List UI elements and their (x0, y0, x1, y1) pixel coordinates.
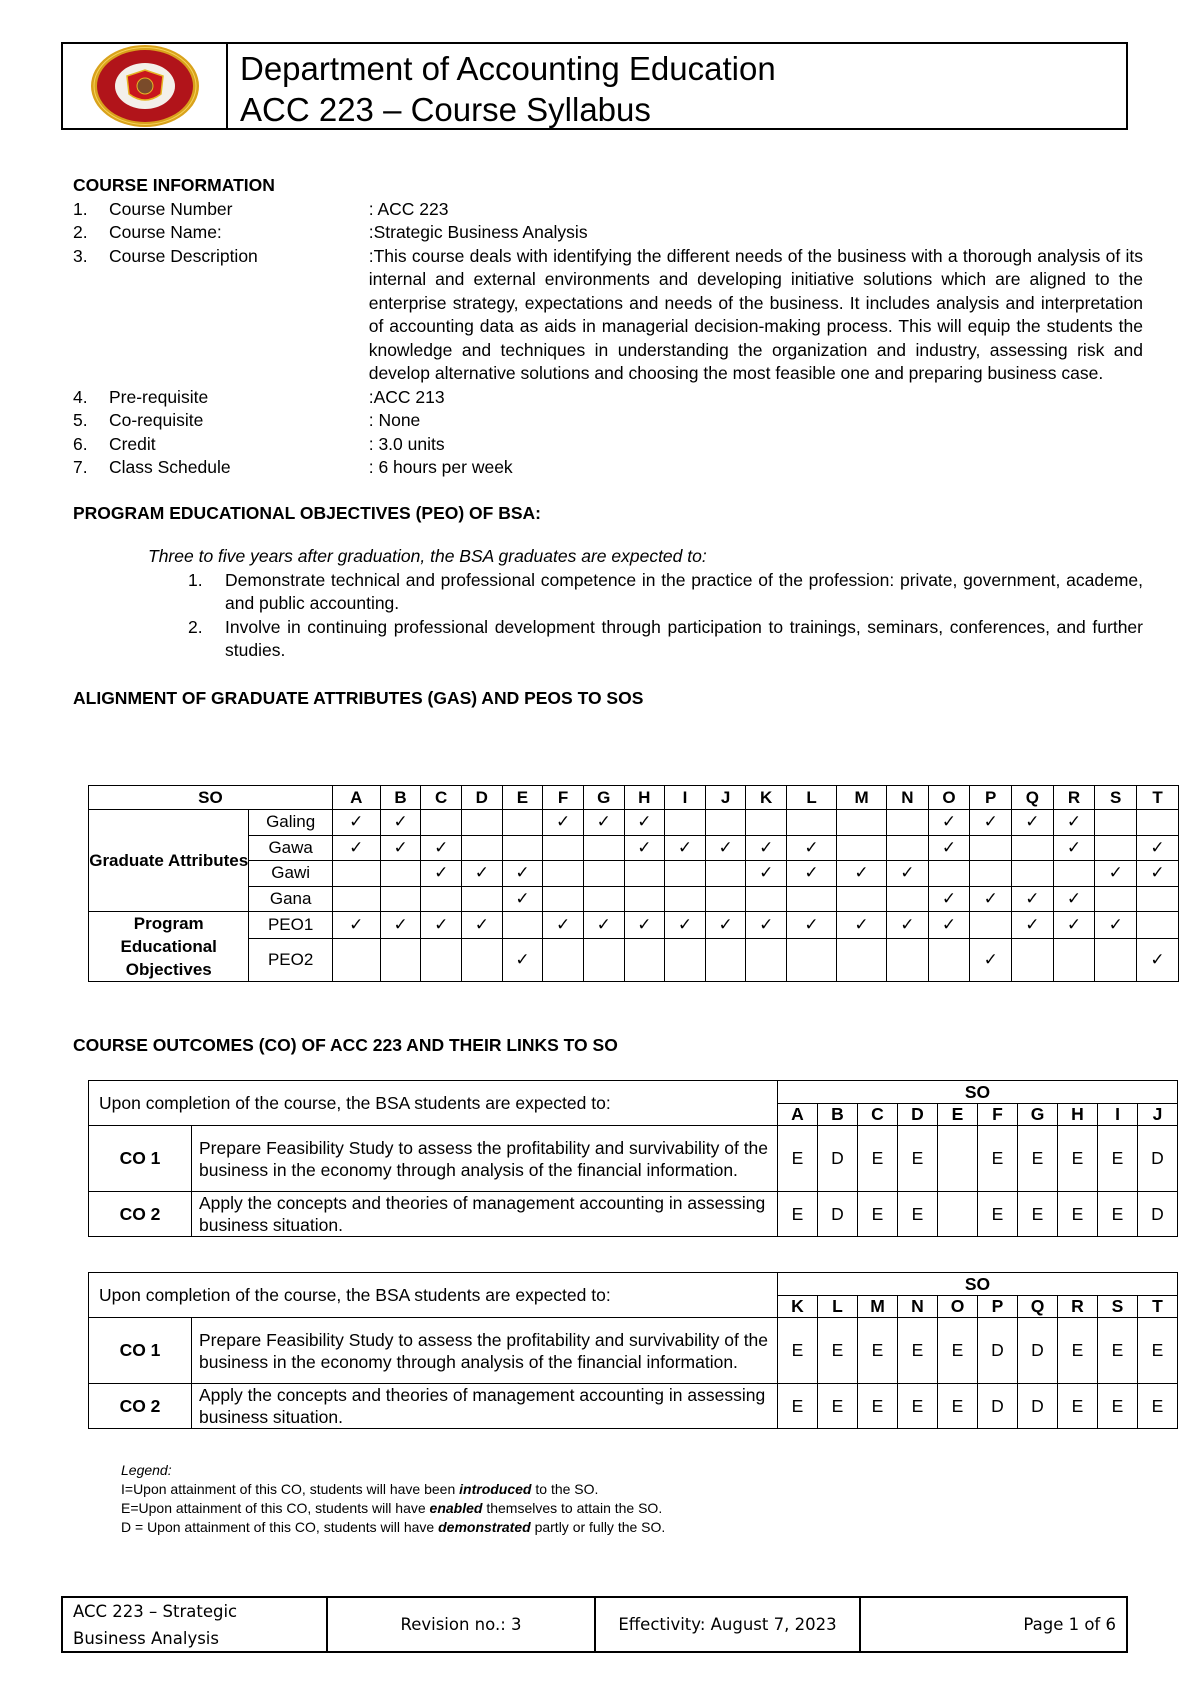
check-cell: ✓ (1053, 810, 1095, 836)
document-footer (61, 1596, 1128, 1653)
check-cell (502, 810, 543, 836)
check-cell: ✓ (502, 861, 543, 887)
check-cell: ✓ (624, 835, 665, 861)
check-cell (502, 912, 543, 939)
check-cell (583, 861, 624, 887)
item-number: 5. (73, 410, 88, 430)
alignment-table (88, 785, 1179, 982)
co-id: CO 1 (89, 1318, 192, 1384)
co-header-text: Upon completion of the course, the BSA students are expected to: (89, 1273, 778, 1318)
check-cell (543, 835, 584, 861)
check-cell: ✓ (624, 912, 665, 939)
check-cell (1012, 835, 1054, 861)
check-cell (837, 939, 887, 982)
check-cell: ✓ (887, 861, 929, 887)
check-cell (380, 886, 421, 912)
check-cell (665, 886, 706, 912)
co-id: CO 2 (89, 1384, 192, 1429)
item-label: Course Number (108, 198, 233, 219)
item-label: Co-requisite (108, 410, 204, 430)
check-cell: ✓ (1137, 939, 1179, 982)
peo-number: 1. (188, 569, 203, 590)
check-cell: ✓ (421, 912, 462, 939)
alignment-row (89, 939, 1179, 982)
item-value: :ACC 213 (368, 386, 445, 407)
check-cell (887, 939, 929, 982)
so-column-header: O (928, 786, 970, 810)
footer-effectivity: Effectivity: August 7, 2023 (596, 1598, 861, 1651)
course-outcomes-title: COURSE OUTCOMES (CO) OF ACC 223 AND THEIR LINKS TO SO (73, 1035, 618, 1055)
check-cell (746, 939, 787, 982)
so-value-cell: E (1058, 1318, 1098, 1384)
co-description: Prepare Feasibility Study to assess the profitability and survivability of the business in the economy through analysis of the financial information. (192, 1126, 778, 1192)
so-value-cell: D (978, 1318, 1018, 1384)
so-value-cell: D (818, 1126, 858, 1192)
check-cell: ✓ (1012, 886, 1054, 912)
so-value-cell: E (1058, 1384, 1098, 1429)
so-value-cell: E (898, 1384, 938, 1429)
alignment-row (89, 912, 1179, 939)
so-column-header: M (858, 1296, 898, 1318)
check-cell (543, 861, 584, 887)
so-value-cell: D (978, 1384, 1018, 1429)
check-cell (1095, 939, 1137, 982)
so-value-cell: D (1018, 1318, 1058, 1384)
check-cell: ✓ (665, 835, 706, 861)
check-cell (380, 861, 421, 887)
course-info-item (73, 198, 1143, 222)
footer-course: ACC 223 – Strategic Business Analysis (63, 1598, 328, 1651)
so-column-header: M (837, 786, 887, 810)
check-cell (746, 886, 787, 912)
check-cell (837, 810, 887, 836)
check-cell: ✓ (543, 912, 584, 939)
so-value-cell: E (898, 1318, 938, 1384)
check-cell: ✓ (970, 939, 1012, 982)
peo-text: Demonstrate technical and professional competence in the practice of the profession: private, government, academe, and public accounting. (225, 569, 1143, 613)
check-cell (332, 861, 380, 887)
so-value-cell: E (1098, 1384, 1138, 1429)
course-info-item (73, 409, 1143, 433)
so-value-cell: E (1018, 1192, 1058, 1237)
check-cell (787, 939, 837, 982)
check-cell (665, 810, 706, 836)
check-cell (887, 886, 929, 912)
check-cell: ✓ (332, 810, 380, 836)
so-header-label: SO (89, 786, 333, 810)
check-cell (1012, 939, 1054, 982)
legend (121, 1461, 665, 1537)
check-cell: ✓ (787, 912, 837, 939)
so-value-cell: E (1058, 1126, 1098, 1192)
check-cell (705, 939, 746, 982)
so-column-header: J (1138, 1104, 1178, 1126)
co-table-a-j (88, 1080, 1178, 1237)
check-cell: ✓ (380, 810, 421, 836)
so-value-cell: E (1058, 1192, 1098, 1237)
check-cell (1095, 835, 1137, 861)
check-cell (380, 939, 421, 982)
check-cell: ✓ (787, 835, 837, 861)
so-value-cell: E (778, 1192, 818, 1237)
so-column-header: N (898, 1296, 938, 1318)
so-value-cell: E (778, 1384, 818, 1429)
so-value-cell: E (978, 1192, 1018, 1237)
so-value-cell: D (1138, 1126, 1178, 1192)
co-description: Apply the concepts and theories of management accounting in assessing business situation. (192, 1192, 778, 1237)
check-cell: ✓ (837, 861, 887, 887)
check-cell (421, 810, 462, 836)
peo-title: PROGRAM EDUCATIONAL OBJECTIVES (PEO) OF BSA: (73, 502, 541, 523)
check-cell (1095, 886, 1137, 912)
course-info-item (73, 456, 1143, 480)
so-column-header: T (1137, 786, 1179, 810)
item-number: 4. (73, 386, 88, 407)
check-cell: ✓ (543, 810, 584, 836)
document-header (61, 42, 1128, 130)
department-title: Department of Accounting Education (240, 50, 776, 87)
course-info-item (73, 386, 1143, 410)
peo-group: Program Educational Objectives (89, 912, 249, 982)
so-value-cell: E (1018, 1126, 1058, 1192)
so-column-header: S (1098, 1296, 1138, 1318)
so-value-cell: E (858, 1126, 898, 1192)
peo-intro: Three to five years after graduation, the BSA graduates are expected to: (148, 546, 707, 566)
logo-cell (63, 44, 228, 128)
check-cell (332, 886, 380, 912)
check-cell: ✓ (380, 835, 421, 861)
so-column-header: S (1095, 786, 1137, 810)
check-cell (583, 835, 624, 861)
check-cell (1137, 912, 1179, 939)
item-label: Class Schedule (108, 457, 231, 477)
check-cell (1137, 886, 1179, 912)
so-header: SO (778, 1273, 1178, 1296)
check-cell: ✓ (462, 912, 503, 939)
check-cell: ✓ (970, 886, 1012, 912)
course-info-item (73, 433, 1143, 457)
row-label: Gawi (249, 861, 332, 887)
so-column-header: L (818, 1296, 858, 1318)
so-value-cell: E (938, 1384, 978, 1429)
so-column-header: R (1053, 786, 1095, 810)
so-column-header: L (787, 786, 837, 810)
so-value-cell (938, 1192, 978, 1237)
so-column-header: E (938, 1104, 978, 1126)
so-value-cell: E (1098, 1318, 1138, 1384)
co-row (89, 1192, 1178, 1237)
check-cell (421, 886, 462, 912)
alignment-row (89, 835, 1179, 861)
so-column-header: T (1138, 1296, 1178, 1318)
item-value: :This course deals with identifying the different needs of the business with a thorough analysis of its internal and external environments and developing initiative solutions which are aligned to the enterprise strategy, expectations and needs of the business. It includes analysis and interpretation of accounting data as aids in managerial decision-making process. This will equip the students the knowledge and techniques in understanding the organization and industry, assessing risk and develop alternative solutions and choosing the most feasible one and preparing business case. (368, 245, 1143, 383)
check-cell (837, 835, 887, 861)
check-cell: ✓ (462, 861, 503, 887)
check-cell (970, 835, 1012, 861)
so-column-header: I (1098, 1104, 1138, 1126)
check-cell: ✓ (705, 835, 746, 861)
footer-revision: Revision no.: 3 (328, 1598, 596, 1651)
check-cell: ✓ (746, 861, 787, 887)
so-column-header: B (380, 786, 421, 810)
so-value-cell: E (978, 1126, 1018, 1192)
peo-item (188, 569, 1143, 616)
co-description: Prepare Feasibility Study to assess the profitability and survivability of the business in the economy through analysis of the financial information. (192, 1318, 778, 1384)
so-value-cell: E (898, 1192, 938, 1237)
peo-list (73, 569, 1143, 663)
so-column-header: Q (1012, 786, 1054, 810)
so-column-header: F (543, 786, 584, 810)
footer-page: Page 1 of 6 (1023, 1615, 1116, 1634)
co-id: CO 1 (89, 1126, 192, 1192)
check-cell: ✓ (332, 835, 380, 861)
item-number: 7. (73, 457, 88, 477)
so-value-cell: E (898, 1126, 938, 1192)
so-column-header: G (1018, 1104, 1058, 1126)
so-value-cell: E (858, 1192, 898, 1237)
peo-text: Involve in continuing professional development through participation to trainings, seminars, conferences, and further studies. (225, 616, 1143, 660)
co-row (89, 1384, 1178, 1429)
college-seal-logo (89, 44, 201, 128)
item-value: : 6 hours per week (368, 457, 513, 477)
co-header-text: Upon completion of the course, the BSA students are expected to: (89, 1081, 778, 1126)
legend-title: Legend: (121, 1462, 172, 1478)
so-value-cell: E (818, 1318, 858, 1384)
item-number: 1. (73, 198, 88, 219)
check-cell: ✓ (1137, 835, 1179, 861)
check-cell: ✓ (970, 810, 1012, 836)
check-cell: ✓ (1095, 861, 1137, 887)
so-header-row (89, 786, 1179, 810)
so-column-header: P (970, 786, 1012, 810)
so-header: SO (778, 1081, 1178, 1104)
check-cell: ✓ (380, 912, 421, 939)
check-cell: ✓ (332, 912, 380, 939)
check-cell (462, 939, 503, 982)
row-label: Gawa (249, 835, 332, 861)
item-value: :Strategic Business Analysis (368, 222, 588, 242)
check-cell: ✓ (705, 912, 746, 939)
check-cell (705, 810, 746, 836)
check-cell: ✓ (928, 912, 970, 939)
so-column-header: R (1058, 1296, 1098, 1318)
check-cell (887, 835, 929, 861)
so-column-header: D (462, 786, 503, 810)
co-description: Apply the concepts and theories of management accounting in assessing business situation. (192, 1384, 778, 1429)
so-column-header: O (938, 1296, 978, 1318)
check-cell (665, 861, 706, 887)
check-cell (1095, 810, 1137, 836)
so-column-header: B (818, 1104, 858, 1126)
alignment-row (89, 886, 1179, 912)
check-cell (624, 939, 665, 982)
co-table-k-t (88, 1272, 1178, 1429)
item-label: Credit (108, 433, 156, 454)
check-cell: ✓ (746, 912, 787, 939)
so-value-cell: E (858, 1318, 898, 1384)
course-info-list (73, 198, 1143, 480)
alignment-row (89, 861, 1179, 887)
check-cell: ✓ (1095, 912, 1137, 939)
so-column-header: H (1058, 1104, 1098, 1126)
so-value-cell: E (778, 1318, 818, 1384)
so-value-cell: E (1098, 1126, 1138, 1192)
check-cell (928, 861, 970, 887)
alignment-row (89, 810, 1179, 836)
check-cell: ✓ (583, 912, 624, 939)
check-cell (705, 886, 746, 912)
so-value-cell: E (778, 1126, 818, 1192)
row-label: PEO1 (249, 912, 332, 939)
co-row (89, 1318, 1178, 1384)
item-number: 3. (73, 245, 88, 266)
co-id: CO 2 (89, 1192, 192, 1237)
so-column-header: H (624, 786, 665, 810)
so-value-cell: E (938, 1318, 978, 1384)
check-cell: ✓ (1053, 886, 1095, 912)
row-label: Galing (249, 810, 332, 836)
check-cell: ✓ (583, 810, 624, 836)
check-cell (583, 939, 624, 982)
check-cell (1012, 861, 1054, 887)
graduate-attributes-group: Graduate Attributes (89, 810, 249, 912)
check-cell (332, 939, 380, 982)
check-cell (1053, 861, 1095, 887)
legend-i: I=Upon attainment of this CO, students will have been introduced to the SO. (121, 1481, 599, 1497)
so-value-cell: E (1138, 1384, 1178, 1429)
legend-e: E=Upon attainment of this CO, students will have enabled themselves to attain the SO. (121, 1500, 663, 1516)
check-cell: ✓ (746, 835, 787, 861)
check-cell (928, 939, 970, 982)
check-cell: ✓ (928, 810, 970, 836)
check-cell (421, 939, 462, 982)
alignment-title: ALIGNMENT OF GRADUATE ATTRIBUTES (GAS) AND PEOS TO SOS (73, 687, 644, 708)
course-info-item (73, 221, 1143, 245)
check-cell (837, 886, 887, 912)
check-cell (787, 886, 837, 912)
course-info-item (73, 245, 1143, 386)
so-column-header: G (583, 786, 624, 810)
row-label: PEO2 (249, 939, 332, 982)
check-cell (970, 861, 1012, 887)
co-row (89, 1126, 1178, 1192)
item-label: Course Name: (108, 222, 222, 242)
so-column-header: K (778, 1296, 818, 1318)
check-cell (1137, 810, 1179, 836)
item-value: : 3.0 units (368, 433, 445, 454)
check-cell (887, 810, 929, 836)
check-cell (705, 861, 746, 887)
so-column-header: A (778, 1104, 818, 1126)
check-cell: ✓ (421, 835, 462, 861)
so-value-cell (938, 1126, 978, 1192)
syllabus-title: ACC 223 – Course Syllabus (240, 91, 651, 128)
so-column-header: J (705, 786, 746, 810)
so-value-cell: E (858, 1384, 898, 1429)
so-column-header: K (746, 786, 787, 810)
header-title (228, 44, 776, 128)
peo-item (188, 616, 1143, 663)
so-value-cell: E (1138, 1318, 1178, 1384)
check-cell (746, 810, 787, 836)
check-cell: ✓ (502, 886, 543, 912)
check-cell (543, 939, 584, 982)
check-cell (970, 912, 1012, 939)
check-cell: ✓ (421, 861, 462, 887)
so-column-header: I (665, 786, 706, 810)
row-label: Gana (249, 886, 332, 912)
check-cell (624, 886, 665, 912)
co-header-row (89, 1273, 1178, 1296)
so-column-header: C (421, 786, 462, 810)
check-cell (624, 861, 665, 887)
check-cell (462, 835, 503, 861)
check-cell: ✓ (787, 861, 837, 887)
so-column-header: P (978, 1296, 1018, 1318)
check-cell (583, 886, 624, 912)
check-cell: ✓ (928, 886, 970, 912)
check-cell (462, 886, 503, 912)
check-cell (502, 835, 543, 861)
legend-d: D = Upon attainment of this CO, students will have demonstrated partly or fully the SO. (121, 1519, 666, 1535)
so-column-header: A (332, 786, 380, 810)
check-cell: ✓ (1012, 912, 1054, 939)
check-cell (1053, 939, 1095, 982)
check-cell: ✓ (837, 912, 887, 939)
so-column-header: E (502, 786, 543, 810)
check-cell (543, 886, 584, 912)
so-value-cell: D (818, 1192, 858, 1237)
main-content (73, 174, 1143, 710)
so-column-header: N (887, 786, 929, 810)
check-cell (787, 810, 837, 836)
check-cell: ✓ (887, 912, 929, 939)
item-value: : None (368, 410, 421, 430)
item-number: 2. (73, 222, 88, 242)
check-cell: ✓ (502, 939, 543, 982)
check-cell (665, 939, 706, 982)
so-value-cell: D (1138, 1192, 1178, 1237)
check-cell: ✓ (1137, 861, 1179, 887)
check-cell: ✓ (1053, 835, 1095, 861)
check-cell: ✓ (624, 810, 665, 836)
co-header-row (89, 1081, 1178, 1104)
item-value: : ACC 223 (368, 198, 449, 219)
so-column-header: D (898, 1104, 938, 1126)
item-label: Course Description (108, 245, 258, 266)
so-column-header: C (858, 1104, 898, 1126)
so-value-cell: E (1098, 1192, 1138, 1237)
so-column-header: Q (1018, 1296, 1058, 1318)
so-column-header: F (978, 1104, 1018, 1126)
item-label: Pre-requisite (108, 386, 209, 407)
so-value-cell: D (1018, 1384, 1058, 1429)
check-cell: ✓ (1012, 810, 1054, 836)
check-cell: ✓ (1053, 912, 1095, 939)
check-cell: ✓ (665, 912, 706, 939)
peo-number: 2. (188, 616, 203, 637)
course-info-title: COURSE INFORMATION (73, 175, 275, 195)
check-cell: ✓ (928, 835, 970, 861)
so-value-cell: E (818, 1384, 858, 1429)
check-cell (462, 810, 503, 836)
item-number: 6. (73, 433, 88, 454)
